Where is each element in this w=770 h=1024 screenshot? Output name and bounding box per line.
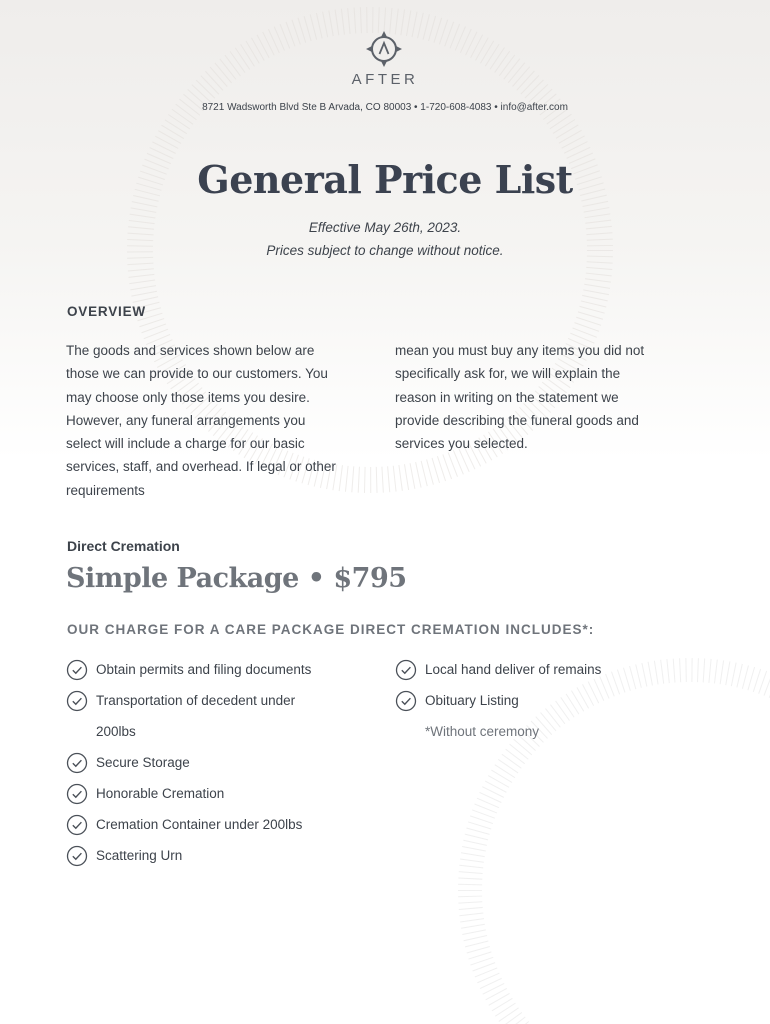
- overview-line: reason in writing on the statement we: [395, 389, 619, 405]
- overview-line: The goods and services shown below are: [66, 343, 315, 358]
- item-label: Local hand deliver of remains: [425, 662, 602, 677]
- check-circle-icon: [66, 814, 88, 836]
- overview-line: services you selected.: [395, 436, 528, 452]
- item-label: Obituary Listing: [425, 693, 519, 708]
- overview-line: specifically ask for, we will explain the: [395, 366, 621, 382]
- overview-line: requirements: [66, 482, 145, 498]
- check-circle-icon: [66, 752, 88, 774]
- check-circle-icon: [66, 690, 88, 712]
- footnote: *Without ceremony: [425, 724, 540, 739]
- overview-line: provide describing the funeral goods and: [395, 412, 639, 428]
- overview-line: those we can provide to our customers. You: [66, 366, 328, 382]
- item-label: Obtain permits and filing documents: [96, 662, 312, 677]
- brand-name: AFTER: [351, 71, 419, 88]
- check-circle-icon: [66, 783, 88, 805]
- item-label: Scattering Urn: [96, 848, 183, 863]
- page-title: General Price List: [197, 157, 573, 202]
- check-circle-icon: [66, 845, 88, 867]
- compass-triangle-icon: [363, 28, 405, 70]
- item-label: Transportation of decedent under: [96, 693, 296, 708]
- overview-right-column: [395, 339, 713, 455]
- includes-heading: OUR CHARGE FOR A CARE PACKAGE DIRECT CREMATION INCLUDES*:: [67, 622, 595, 637]
- package-category: Direct Cremation: [67, 538, 180, 554]
- item-label: Secure Storage: [96, 755, 190, 770]
- package-title: Simple Package • $795: [66, 563, 407, 594]
- item-label: Cremation Container under 200lbs: [96, 817, 303, 832]
- overview-heading: OVERVIEW: [67, 304, 146, 319]
- price-notice: Prices subject to change without notice.: [266, 243, 504, 258]
- check-circle-icon: [395, 659, 417, 681]
- item-continuation: 200lbs: [96, 724, 136, 739]
- check-circle-icon: [66, 659, 88, 681]
- contact-address: 8721 Wadsworth Blvd Ste B Arvada, CO 80003 • 1-720-608-4083 • info@after.com: [202, 102, 568, 113]
- item-label: Honorable Cremation: [96, 786, 225, 801]
- overview-left-column: [66, 339, 384, 502]
- overview-line: However, any funeral arrangements you: [66, 412, 306, 428]
- effective-date: Effective May 26th, 2023.: [308, 220, 462, 235]
- overview-line: may choose only those items you desire.: [66, 389, 310, 405]
- check-circle-icon: [395, 690, 417, 712]
- overview-line: mean you must buy any items you did not: [395, 343, 645, 358]
- overview-line: services, staff, and overhead. If legal or other: [66, 459, 336, 475]
- overview-line: select will include a charge for our basic: [66, 436, 305, 452]
